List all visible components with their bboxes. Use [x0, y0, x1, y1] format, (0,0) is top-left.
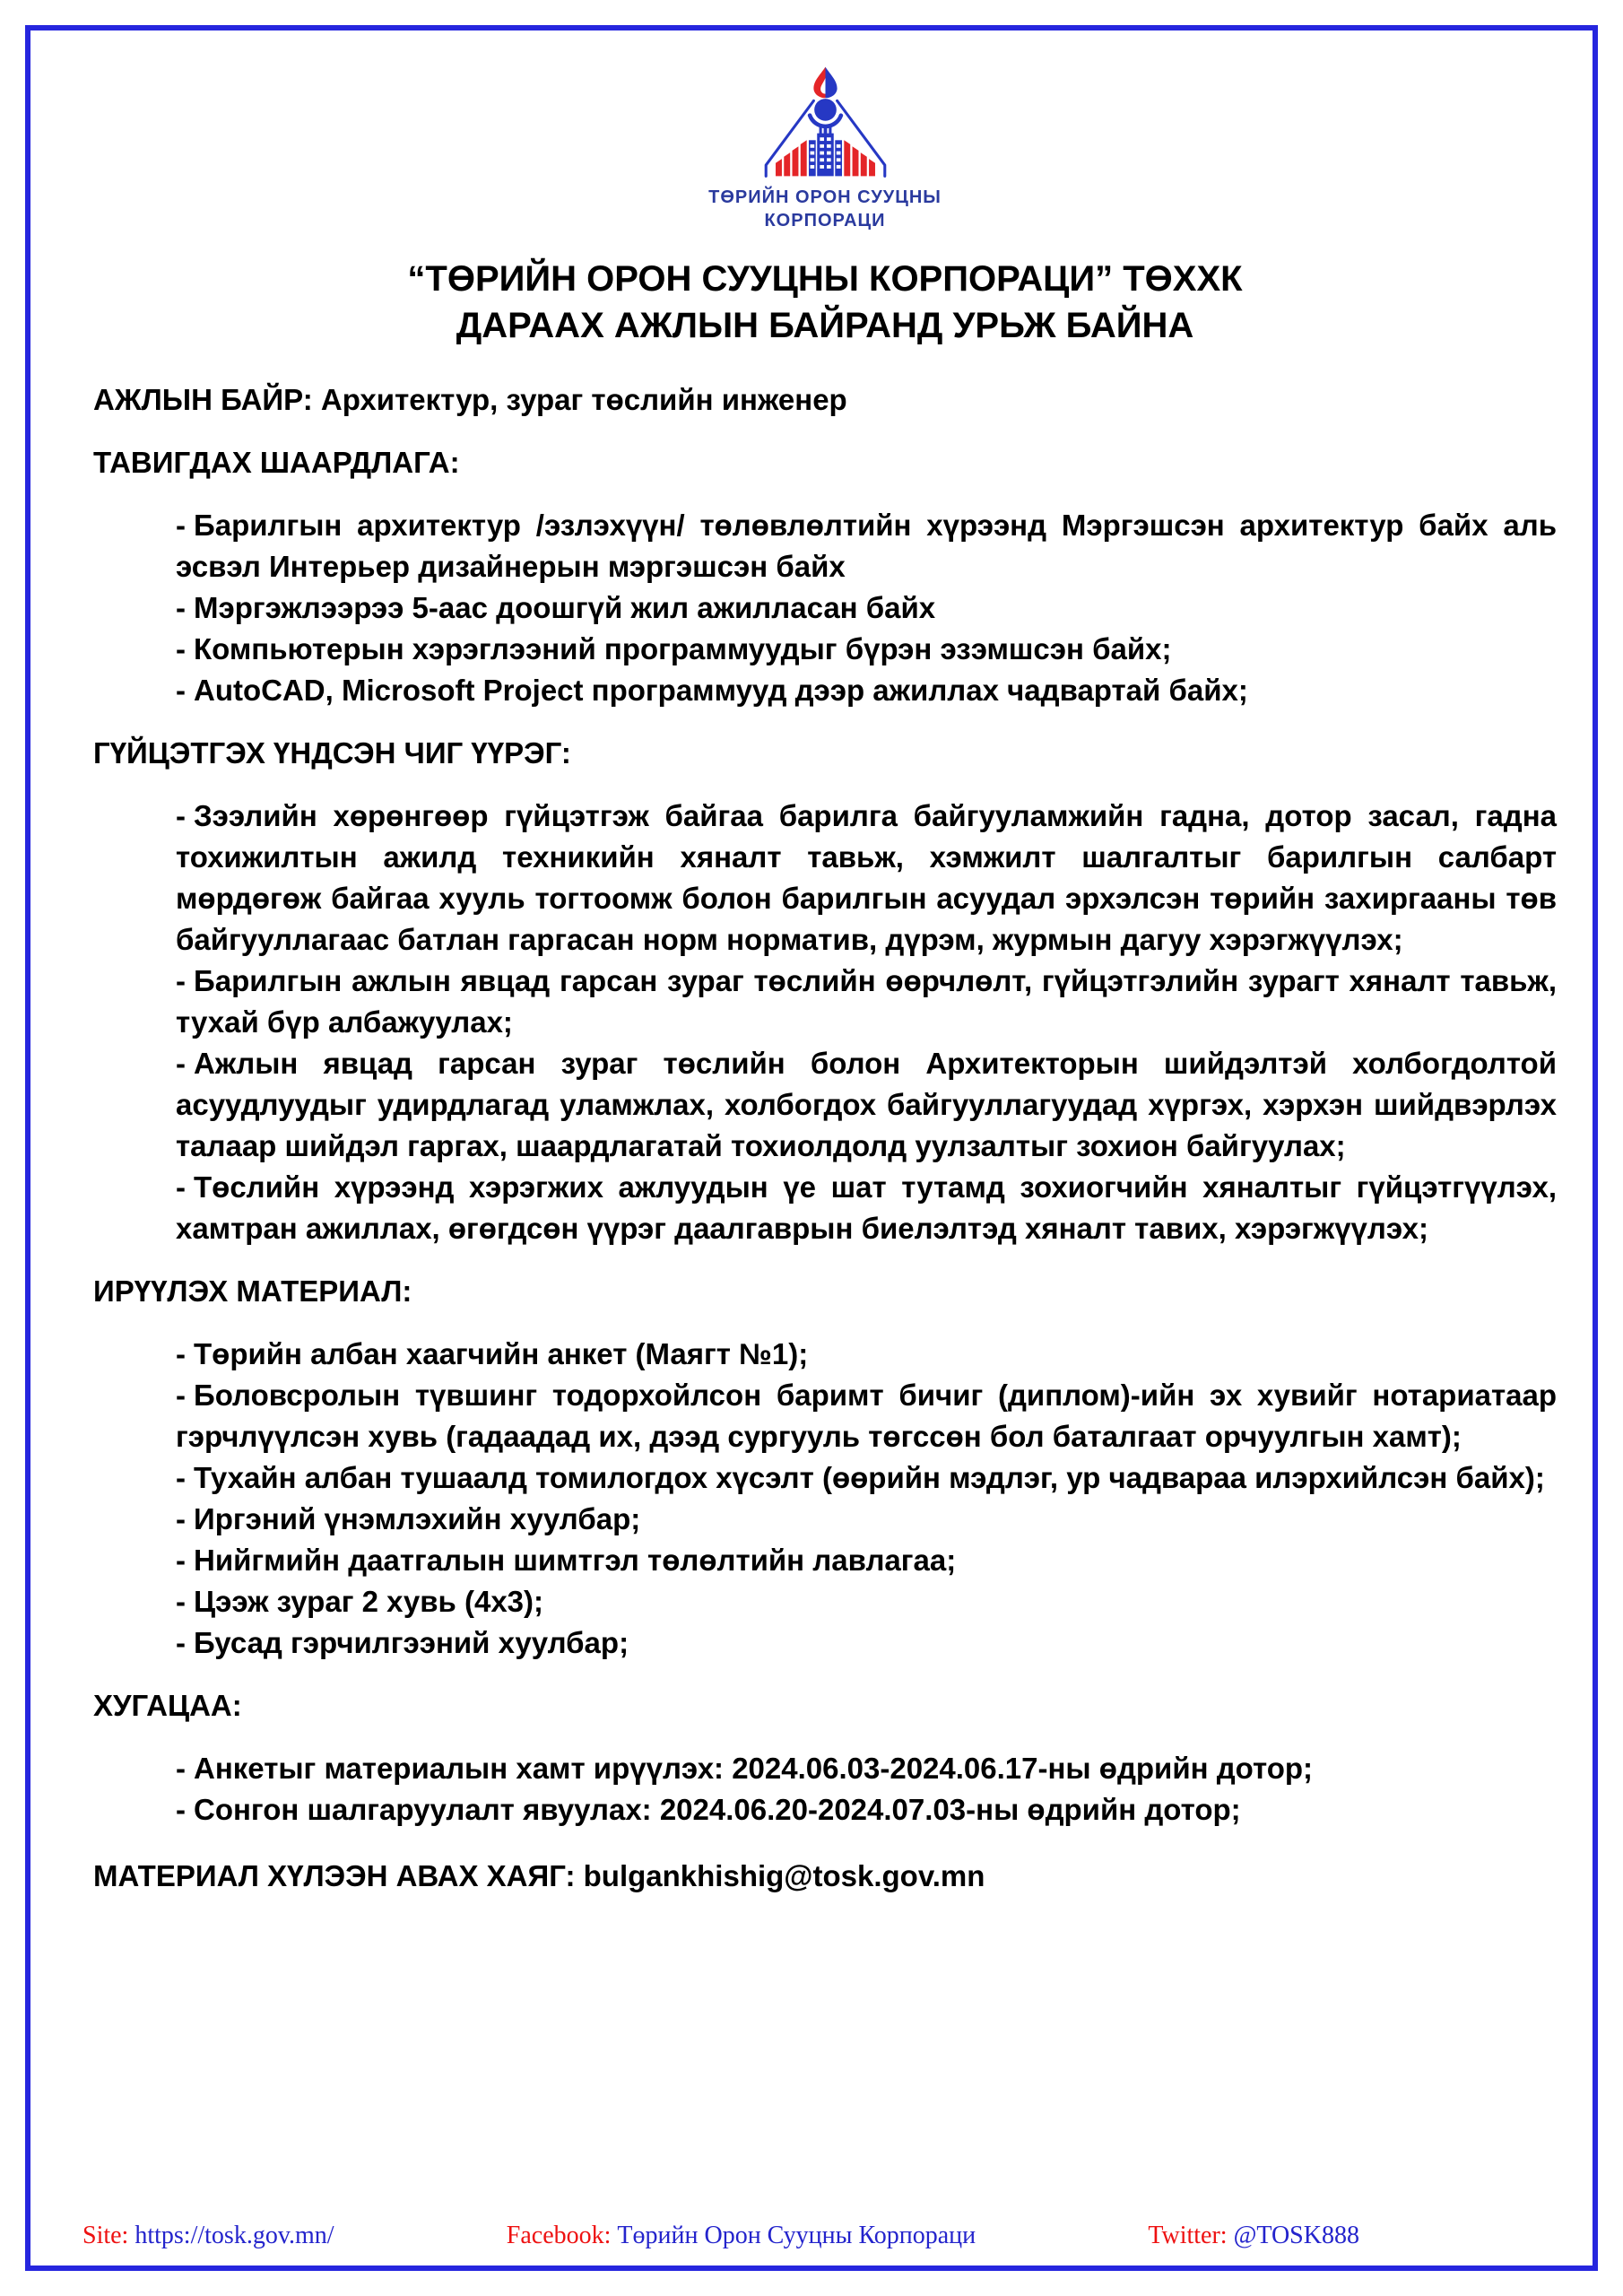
bullet-dash: - [176, 1170, 186, 1204]
bullet-dash: - [176, 1502, 186, 1535]
list-item-text: Төрийн албан хаагчийн анкет (Маягт №1); [194, 1337, 809, 1370]
list-item [176, 587, 1557, 629]
footer [30, 2221, 1593, 2251]
list-item [176, 1167, 1557, 1249]
list-item-text: Нийгмийн даатгалын шимтгэл төлөлтийн лавлагаа; [194, 1544, 957, 1577]
list-item-text: Мэргэжлээрээ 5-аас доошгүй жил ажилласан байх [194, 591, 936, 624]
list-item-text: Цээж зураг 2 хувь (4x3); [194, 1585, 544, 1618]
bullet-dash: - [176, 1752, 186, 1785]
page [25, 25, 1598, 2271]
materials-list [176, 1334, 1557, 1664]
bullet-dash: - [176, 799, 186, 832]
footer-facebook-name: Төрийн Орон Сууцны Корпораци [617, 2222, 976, 2249]
bullet-dash: - [176, 1585, 186, 1618]
bullet-dash: - [176, 1626, 186, 1659]
list-item [176, 1540, 1557, 1581]
section-header-timeline: ХУГАЦАА: [93, 1689, 242, 1722]
flame-icon [813, 67, 837, 99]
footer-facebook-label: Facebook: [506, 2222, 612, 2249]
list-item [176, 1622, 1557, 1664]
contact-email: bulgankhishig@tosk.gov.mn [583, 1859, 985, 1892]
list-item [176, 961, 1557, 1043]
footer-site-url: https://tosk.gov.mn/ [135, 2222, 334, 2249]
list-item-text: Төслийн хүрээнд хэрэгжих ажлуудын үе шат тутамд зохиогчийн хяналтыг гүйцэтгүүлэх, хамтран ажиллах, өгөгдсөн үүрэг даалгаврын биелэлтэд хяналт тавих, хэрэгжүүлэх; [176, 1170, 1557, 1245]
page-title-line2: ДАРААХ АЖЛЫН БАЙРАНД УРЬЖ БАЙНА [456, 306, 1194, 345]
bullet-dash: - [176, 632, 186, 665]
list-item [176, 505, 1557, 587]
list-item-text: Зээлийн хөрөнгөөр гүйцэтгэж байгаа барилга байгууламжийн гадна, дотор засал, гадна тохижилтын ажилд техникийн хяналт тавьж, хэмжилт шалгалтыг барилгын салбарт мөрдөгөж байгаа хууль тогтоомж болон барилгын асуудал эрхэлсэн төрийн захиргааны төв байгууллагаас батлан гаргасан норм норматив, дүрэм, журмын дагуу хэрэгжүүлэх; [176, 799, 1557, 956]
bullet-dash: - [176, 1461, 186, 1494]
requirements-list [176, 505, 1557, 711]
list-item [176, 670, 1557, 711]
building-tower-icon [809, 134, 842, 177]
list-item [176, 1375, 1557, 1457]
logo-org-name-line2: КОРПОРАЦИ [764, 211, 886, 230]
list-item [176, 1748, 1557, 1789]
list-item [176, 629, 1557, 670]
bullet-dash: - [176, 591, 186, 624]
bullet-dash: - [176, 1337, 186, 1370]
logo-org-name [93, 186, 1557, 232]
bullet-dash: - [176, 964, 186, 997]
list-item-text: Боловсролын түвшинг тодорхойлсон баримт бичиг (диплом)-ийн эх хувийг нотариатаар гэрчлүүлсэн хувь (гадаадад их, дээд сургууль төгссөн бол баталгаат орчуулгын хамт); [176, 1378, 1557, 1453]
contact-line [93, 1856, 1557, 1897]
list-item-text: Тухайн албан тушаалд томилогдох хүсэлт (өөрийн мэдлэг, ур чадвараа илэрхийлсэн байх); [194, 1461, 1545, 1494]
logo [93, 63, 1557, 232]
list-item [176, 1581, 1557, 1622]
list-item [176, 1499, 1557, 1540]
list-item [176, 1334, 1557, 1375]
footer-twitter [1148, 2221, 1359, 2251]
footer-site [82, 2221, 334, 2251]
contact-label: МАТЕРИАЛ ХҮЛЭЭН АВАХ ХАЯГ: [93, 1859, 576, 1892]
list-item-text: Барилгын ажлын явцад гарсан зураг төслийн өөрчлөлт, гүйцэтгэлийн зурагт хяналт тавьж, тухай бүр албажуулах; [176, 964, 1557, 1039]
duties-list [176, 796, 1557, 1249]
section-header-requirements: ТАВИГДАХ ШААРДЛАГА: [93, 446, 460, 479]
list-item-text: Анкетыг материалын хамт ирүүлэх: 2024.06.03-2024.06.17-ны өдрийн дотор; [194, 1752, 1314, 1785]
footer-facebook [507, 2221, 976, 2251]
page-title [93, 256, 1557, 349]
list-item [176, 796, 1557, 961]
bullet-dash: - [176, 1793, 186, 1826]
tosk-logo-icon [742, 63, 908, 180]
bullet-dash: - [176, 1544, 186, 1577]
bullet-dash: - [176, 509, 186, 542]
list-item-text: Барилгын архитектур /эзлэхүүн/ төлөвлөлтийн хүрээнд Мэргэшсэн архитектур байх аль эсвэл Интерьер дизайнерын мэргэшсэн байх [176, 509, 1557, 583]
section-header-duties: ГҮЙЦЭТГЭХ ҮНДСЭН ЧИГ ҮҮРЭГ: [93, 736, 571, 770]
list-item [176, 1043, 1557, 1167]
job-position-label: АЖЛЫН БАЙР: [93, 383, 313, 416]
list-item-text: Иргэний үнэмлэхийн хуулбар; [194, 1502, 641, 1535]
timeline-list [176, 1748, 1557, 1831]
list-item-text: AutoCAD, Microsoft Project программууд дээр ажиллах чадвартай байх; [194, 674, 1248, 707]
list-item-text: Ажлын явцад гарсан зураг төслийн болон Архитекторын шийдэлтэй холбогдолтой асуудлуудыг удирдлагад уламжлах, холбогдох байгууллагуудад хүргэх, хэрхэн шийдвэрлэх талаар шийдэл гаргах, шаардлагатай тохиолдолд уулзалтыг зохион байгуулах; [176, 1047, 1557, 1162]
job-position-line [93, 379, 1557, 421]
list-item-text: Бусад гэрчилгээний хуулбар; [194, 1626, 629, 1659]
list-item [176, 1457, 1557, 1499]
bullet-dash: - [176, 1378, 186, 1412]
page-title-line1: “ТӨРИЙН ОРОН СУУЦНЫ КОРПОРАЦИ” ТӨХХК [407, 259, 1243, 299]
footer-twitter-handle: @TOSK888 [1233, 2222, 1359, 2249]
footer-site-label: Site: [82, 2222, 129, 2249]
section-header-materials: ИРҮҮЛЭХ МАТЕРИАЛ: [93, 1274, 412, 1308]
list-item-text: Компьютерын хэрэглээний программуудыг бүрэн эзэмшсэн байх; [194, 632, 1172, 665]
list-item-text: Сонгон шалгаруулалт явуулах: 2024.06.20-2024.07.03-ны өдрийн дотор; [194, 1793, 1241, 1826]
list-item [176, 1789, 1557, 1831]
footer-twitter-label: Twitter: [1148, 2222, 1228, 2249]
sun-moon-icon [809, 93, 842, 126]
bullet-dash: - [176, 674, 186, 707]
bullet-dash: - [176, 1047, 186, 1080]
job-position-value: Архитектур, зураг төслийн инженер [320, 383, 847, 416]
logo-org-name-line1: ТӨРИЙН ОРОН СУУЦНЫ [708, 187, 942, 207]
